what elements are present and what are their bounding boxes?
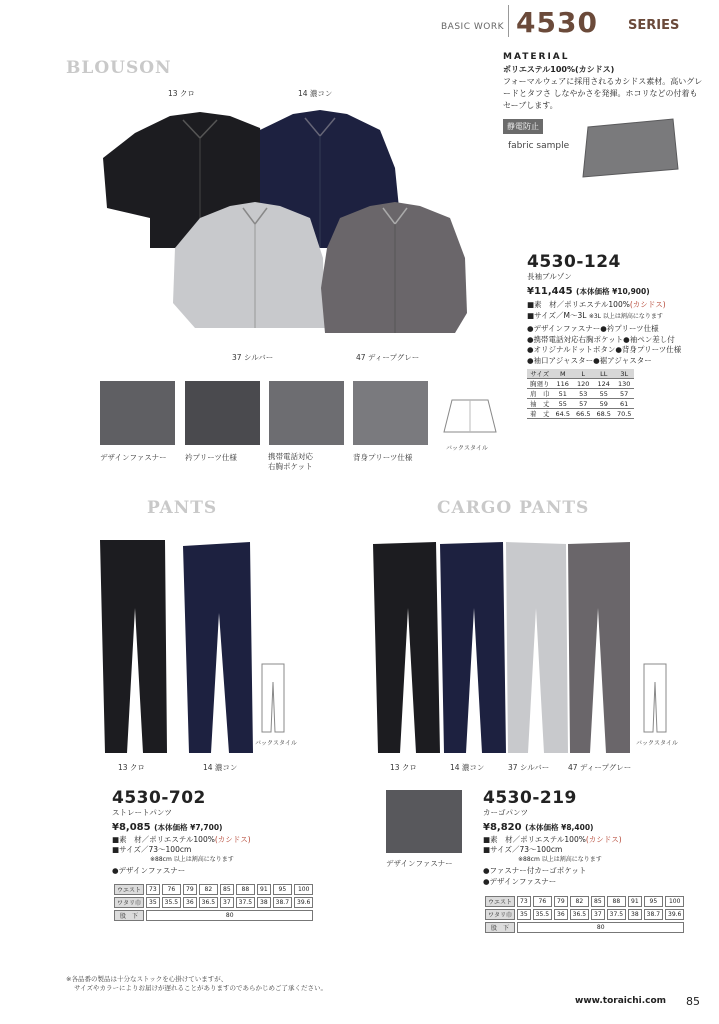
- blouson-size-text: ■サイズ／M〜3L: [527, 311, 587, 320]
- page-number: 85: [686, 995, 700, 1008]
- cargo-photo: [368, 538, 633, 758]
- cargo-material-paren: (カシドス): [585, 835, 622, 844]
- basic-work-label: BASIC WORK: [441, 22, 504, 32]
- detail-collar-photo: [185, 381, 260, 445]
- blouson-material-text: ■素 材／ポリエステル100%: [527, 300, 630, 309]
- detail-back-pleat-photo: [353, 381, 428, 445]
- feature-line: ●袖口アジャスター●裾アジャスター: [527, 355, 652, 365]
- cargo-detail-photo: [386, 790, 462, 853]
- pants-product-code: 4530-702: [112, 788, 206, 808]
- pants-material-paren: (カシドス): [214, 835, 251, 844]
- blouson-size-line: [527, 311, 663, 323]
- cargo-material-text: ■素 材／ポリエステル100%: [483, 835, 586, 844]
- blouson-color-label: 37 シルバー: [232, 353, 274, 362]
- pants-price: [112, 822, 223, 833]
- header-divider: [508, 5, 509, 37]
- blouson-product-name: 長袖ブルゾン: [527, 272, 572, 281]
- pants-feature: ●デザインファスナー: [112, 866, 186, 875]
- feature-line: ●デザインファスナー: [483, 876, 557, 886]
- material-fabric: ポリエステル100%(カシドス): [503, 65, 615, 74]
- blouson-material-paren: (カシドス): [629, 300, 666, 309]
- cargo-back-drawing: [640, 660, 670, 735]
- cargo-waist-table: ウエスト 73 76 79 82 85 88 91 95 100 ワタリ巾 35 35.5 36 36.5 37 37.5 38 38.7 39.6 股 下 80: [483, 894, 686, 935]
- blouson-material-line: [527, 300, 666, 311]
- detail-pocket-photo: [269, 381, 344, 445]
- cargo-product-code: 4530-219: [483, 788, 577, 808]
- cargo-price-value: ¥8,820: [483, 822, 522, 833]
- fabric-sample-swatch: [578, 117, 683, 179]
- feature-line: ●オリジナルドットボタン●背身プリーツ仕様: [527, 345, 682, 354]
- cargo-price: [483, 822, 594, 833]
- material-description: フォーマルウェアに採用されるカシドス素材。高いグレードとタフさ しなやかさを発揮。ホコリなどの付着もセーブします。: [503, 77, 703, 110]
- cargo-color-label: 37 シルバー: [508, 763, 550, 772]
- website-link[interactable]: www.toraichi.com: [575, 996, 667, 1006]
- blouson-color-label: 14 濃コン: [298, 89, 333, 98]
- series-word: SERIES: [628, 18, 680, 33]
- pants-price-value: ¥8,085: [112, 822, 151, 833]
- detail-label: 携帯電話対応 右胸ポケット: [268, 452, 313, 471]
- cargo-detail-label: デザインファスナー: [386, 859, 453, 868]
- cargo-size-text: ■サイズ／73〜100cm: [483, 845, 563, 854]
- cargo-size-note: ※88cm 以上は割高になります: [518, 856, 602, 863]
- blouson-color-label: 47 ディープグレー: [356, 353, 420, 362]
- feature-line: ●携帯電話対応右胸ポケット●袖ペン差し付: [527, 334, 675, 344]
- pants-color-label: 14 濃コン: [203, 763, 238, 772]
- cargo-back-label: バックスタイル: [636, 740, 678, 747]
- blouson-photo: [95, 98, 475, 348]
- blouson-price-value: ¥11,445: [527, 286, 573, 297]
- pants-size-note: ※88cm 以上は割高になります: [150, 856, 234, 863]
- pants-back-drawing: [258, 660, 288, 735]
- blouson-size-note: ※3L 以上は割高になります: [588, 313, 663, 320]
- pants-material-text: ■素 材／ポリエステル100%: [112, 835, 215, 844]
- pants-size-text: ■サイズ／73〜100cm: [112, 845, 192, 854]
- detail-label: 衿プリーツ仕様: [185, 453, 237, 462]
- pants-back-label: バックスタイル: [255, 740, 297, 747]
- pants-material-line: [112, 835, 251, 846]
- cargo-price-base: (本体価格 ¥8,400): [525, 823, 594, 832]
- detail-zipper-photo: [100, 381, 175, 445]
- feature-line: ●デザインファスナー●衿プリーツ仕様: [527, 324, 659, 333]
- cargo-color-label: 13 クロ: [390, 763, 417, 772]
- blouson-back-drawing: [440, 392, 500, 442]
- jacket-gray: [321, 202, 467, 333]
- pants-color-label: 13 クロ: [118, 763, 145, 772]
- fabric-sample-label: fabric sample: [508, 141, 570, 151]
- cargo-product-name: カーゴパンツ: [483, 808, 528, 817]
- detail-label: 背身プリーツ仕様: [353, 453, 413, 462]
- pants-product-name: ストレートパンツ: [112, 808, 172, 817]
- footer-note-1: ※各品番の製品は十分なストックを心掛けていますが、: [66, 975, 228, 983]
- blouson-title: BLOUSON: [66, 58, 172, 78]
- cargo-color-label: 14 濃コン: [450, 763, 485, 772]
- blouson-product-code: 4530-124: [527, 252, 621, 272]
- blouson-back-label: バックスタイル: [446, 445, 488, 452]
- series-number: 4530: [516, 6, 598, 39]
- cargo-color-label: 47 ディープグレー: [568, 763, 632, 772]
- pants-title: PANTS: [147, 498, 218, 518]
- pants-waist-table: ウエスト 73 76 79 82 85 88 91 95 100 ワタリ巾 35 35.5 36 36.5 37 37.5 38 38.7 39.6 股 下 80: [112, 882, 315, 923]
- pants-photo: [95, 538, 255, 758]
- cargo-material-line: [483, 835, 622, 846]
- blouson-features: [527, 324, 681, 366]
- footer-note-2: サイズやカラーによりお届けが遅れることがありますのであらかじめご了承ください。: [74, 984, 327, 992]
- pants-price-base: (本体価格 ¥7,700): [154, 823, 223, 832]
- blouson-size-table: サイズ M L LL 3L 胸廻り 116 120 124 130 肩 巾 51 53 55 57 袖 丈 55 57 59 61 着 丈 64.5 66.5 68.5 70.5: [527, 369, 634, 419]
- feature-line: ●ファスナー付カーゴポケット: [483, 866, 587, 875]
- cargo-title: CARGO PANTS: [437, 498, 590, 518]
- blouson-color-label: 13 クロ: [168, 89, 195, 98]
- blouson-price-base: (本体価格 ¥10,900): [576, 287, 650, 296]
- antistatic-badge: 静電防止: [503, 119, 543, 134]
- material-title: MATERIAL: [503, 52, 570, 62]
- detail-label: デザインファスナー: [100, 453, 167, 462]
- blouson-price: [527, 286, 650, 297]
- cargo-features: [483, 866, 586, 887]
